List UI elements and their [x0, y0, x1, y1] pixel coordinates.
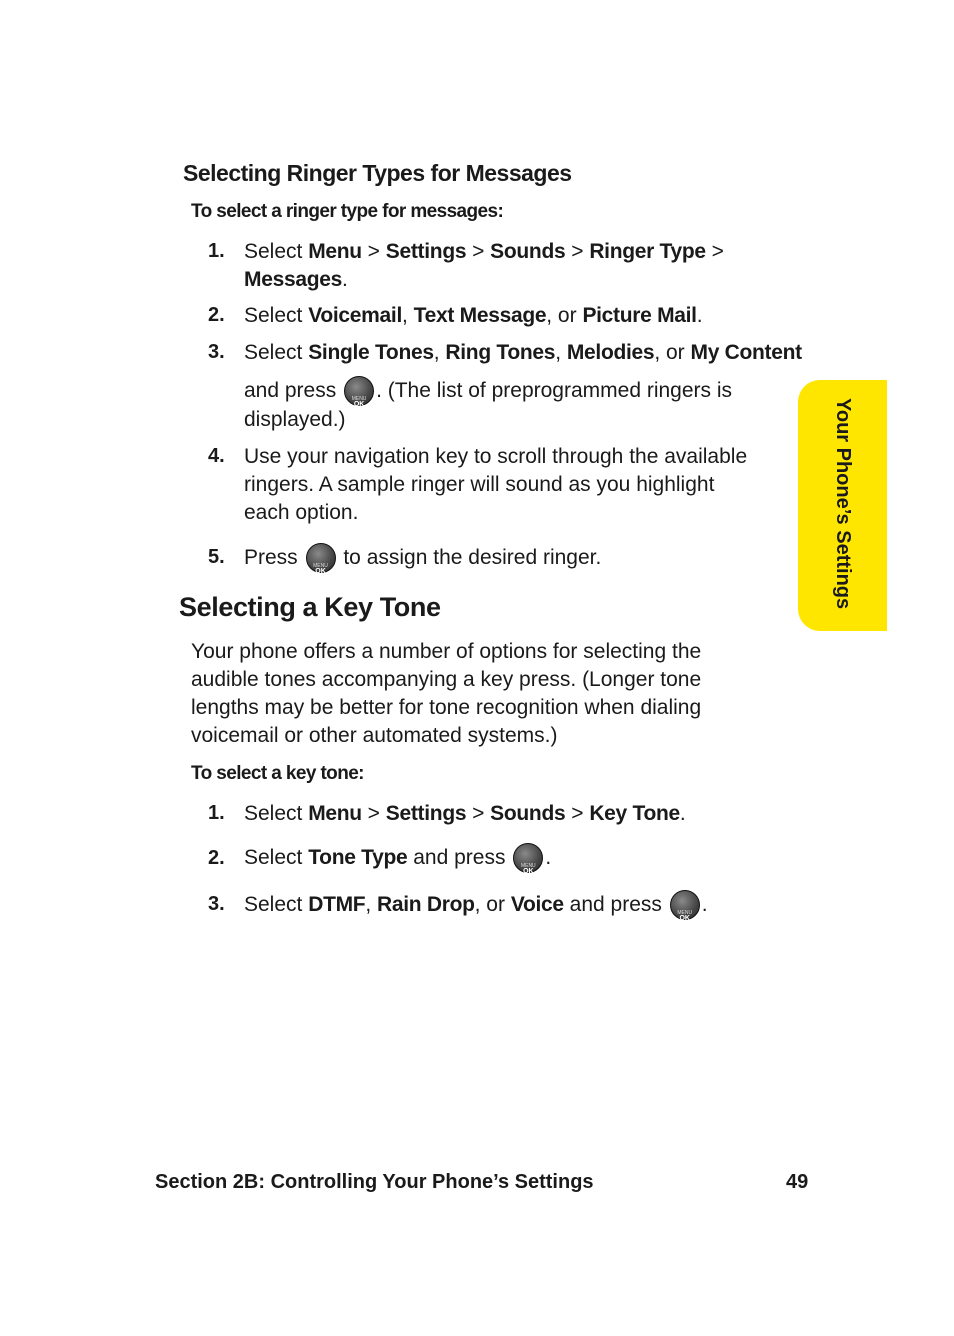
step-text: Select Voicemail, Text Message, or Picture Mail.	[244, 304, 703, 327]
step-text: Select Menu > Settings > Sounds > Ringer Type > Messages.	[244, 240, 724, 291]
step-number: 3.	[208, 341, 225, 363]
step-number: 4.	[208, 445, 225, 467]
step-number: 1.	[208, 240, 225, 262]
intro-paragraph: Your phone offers a number of options for selecting the audible tones accompanying a key press. (Longer tone lengths may be better for tone recognition when dialing voicemail or other automated systems.)	[191, 640, 702, 747]
step-text: Select Menu > Settings > Sounds > Key Tone.	[244, 802, 686, 825]
menu-ok-key-icon	[306, 543, 336, 573]
menu-ok-key-icon	[670, 890, 700, 920]
step-text: displayed.)	[244, 408, 346, 431]
section-heading-key-tone: Selecting a Key Tone	[179, 592, 441, 622]
step-number: 2.	[208, 304, 225, 326]
step-number: 3.	[208, 893, 225, 915]
step-text: Select DTMF, Rain Drop, or Voice and press MENU OK.	[244, 890, 708, 920]
step-text: Select Single Tones, Ring Tones, Melodies, or My Content	[244, 341, 802, 364]
footer-section-title: Section 2B: Controlling Your Phone’s Settings	[155, 1171, 594, 1193]
step-text: Press MENU OK to assign the desired ringer.	[244, 543, 601, 573]
menu-ok-key-icon	[513, 843, 543, 873]
menu-ok-key-icon	[344, 376, 374, 406]
step-text: and press MENU OK. (The list of preprogrammed ringers is	[244, 376, 732, 406]
side-section-tab	[798, 380, 887, 631]
step-number: 2.	[208, 847, 225, 869]
page-number: 49	[786, 1171, 809, 1193]
subheading-ringer-messages: To select a ringer type for messages:	[191, 201, 504, 222]
step-text: Select Tone Type and press MENU OK.	[244, 843, 551, 873]
step-number: 1.	[208, 802, 225, 824]
step-number: 5.	[208, 546, 225, 568]
subheading-key-tone: To select a key tone:	[191, 763, 364, 784]
side-tab-label: Your Phone’s Settings	[832, 398, 854, 610]
step-text: Use your navigation key to scroll through the available ringers. A sample ringer will sound as you highlight each option.	[244, 445, 748, 524]
section-heading-ringer-types: Selecting Ringer Types for Messages	[183, 160, 572, 186]
